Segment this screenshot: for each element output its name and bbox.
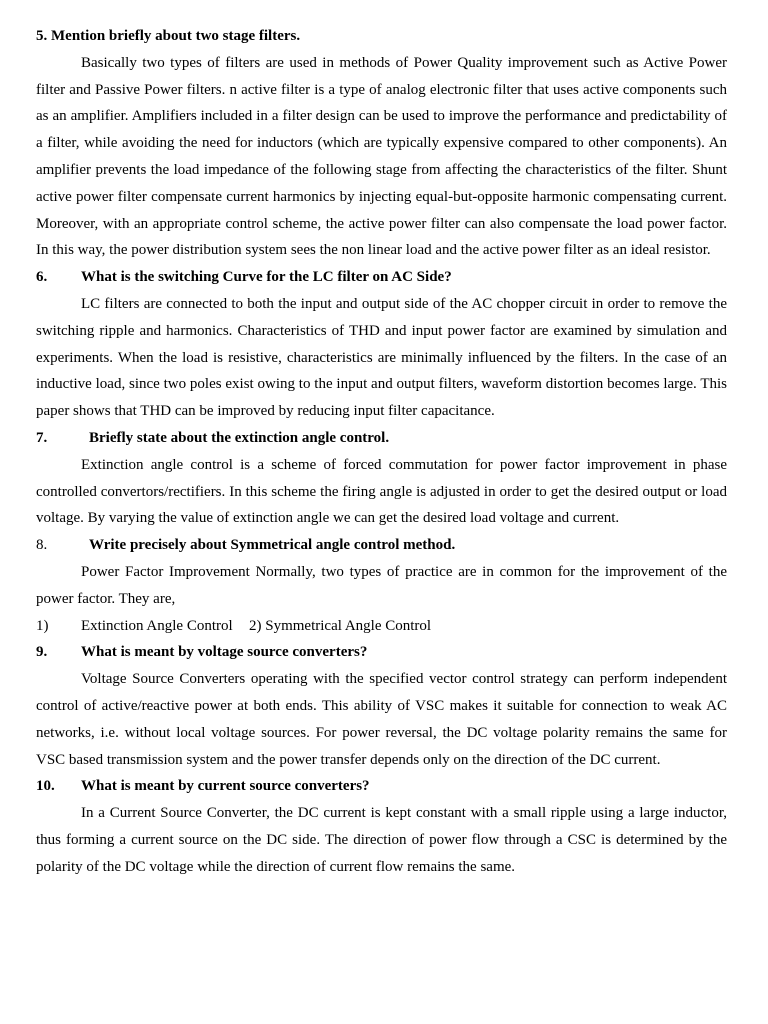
answer-paragraph: Basically two types of filters are used in methods of Power Quality improvement such as Active Power filter and Passive Power filters. n active filter is a type of analog electronic filter that uses active components such as an amplifier. Amplifiers included in a filter design can be used to improve the performance and predictability of a filter, while avoiding the need for inductors (which are typically expensive compared to other components). An amplifier prevents the load impedance of the following stage from affecting the characteristics of the filter. Shunt active power filter compensate current harmonics by injecting equal-but-opposite harmonic compensating current. Moreover, with an appropriate control scheme, the active power filter can also compensate the load power factor. In this way, the power distribution system sees the non linear load and the active power filter as an ideal resistor. — [36, 54, 727, 259]
question-number: 7. — [36, 429, 48, 446]
question-number: 5. — [36, 28, 48, 44]
question-text: Mention briefly about two stage filters. — [51, 28, 301, 44]
answer-paragraph: In a Current Source Converter, the DC current is kept constant with a small ripple using a large inductor, thus forming a current source on the DC side. The direction of power flow through a CSC is determined by the polarity of the DC voltage while the direction of current flow remains the same. — [36, 805, 727, 875]
question-heading — [36, 773, 727, 800]
question-text: Write precisely about Symmetrical angle control method. — [89, 537, 456, 554]
document-page — [36, 23, 727, 881]
question-heading — [36, 23, 727, 50]
question-text: What is meant by voltage source converters? — [81, 644, 368, 661]
list-item — [36, 613, 727, 640]
answer-paragraph: Extinction angle control is a scheme of forced commutation for power factor improvement in phase controlled convertors/rectifiers. In this scheme the firing angle is adjusted in order to get the desired output or load voltage. By varying the value of extinction angle we can get the desired load voltage and current. — [36, 456, 727, 527]
question-heading — [36, 425, 727, 452]
answer-paragraph: Power Factor Improvement Normally, two types of practice are in common for the improvement of the power factor. They are, — [36, 563, 727, 607]
question-text: What is meant by current source converters? — [81, 778, 370, 795]
question-heading — [36, 532, 727, 559]
question-number: 10. — [36, 778, 55, 795]
answer-paragraph: LC filters are connected to both the input and output side of the AC chopper circuit in order to remove the switching ripple and harmonics. Characteristics of THD and input power factor are examined by simulation and experiments. When the load is resistive, characteristics are minimally influenced by the filters. In the case of an inductive load, since two poles exist owing to the input and output filters, waveform distortion becomes large. This paper shows that THD can be improved by reducing input filter capacitance. — [36, 295, 727, 420]
list-item-extinction: Extinction Angle Control — [81, 617, 233, 634]
answer-paragraph: Voltage Source Converters operating with the specified vector control strategy can perform independent control of active/reactive power at both ends. This ability of VSC makes it suitable for connection to weak AC networks, i.e. without local voltage sources. For power reversal, the DC voltage polarity remains the same for VSC based transmission system and the power transfer depends only on the direction of the DC current. — [36, 671, 727, 768]
question-heading — [36, 639, 727, 666]
list-number: 1) — [36, 617, 49, 634]
question-number: 6. — [36, 269, 48, 286]
question-text: What is the switching Curve for the LC filter on AC Side? — [81, 269, 452, 286]
question-text: Briefly state about the extinction angle control. — [89, 429, 390, 446]
question-number: 9. — [36, 644, 48, 661]
question-number: 8. — [36, 537, 48, 554]
list-item-symmetrical: 2) Symmetrical Angle Control — [249, 617, 432, 634]
question-heading — [36, 264, 727, 291]
